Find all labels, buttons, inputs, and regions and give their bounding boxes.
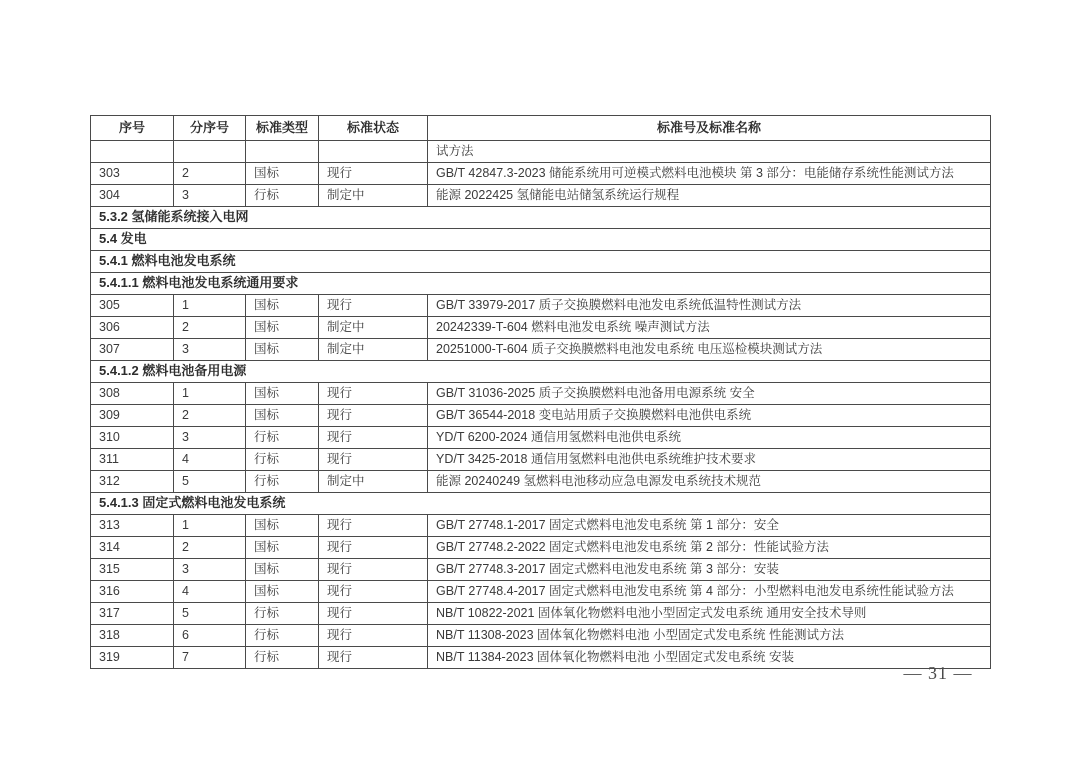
table-row	[91, 339, 991, 361]
section-row	[91, 361, 991, 383]
cell-type: 国标	[246, 515, 319, 537]
cell-no: 305	[91, 295, 174, 317]
table-row	[91, 449, 991, 471]
cell-no: 318	[91, 625, 174, 647]
table-row	[91, 647, 991, 669]
cell-type: 国标	[246, 405, 319, 427]
cell-name: YD/T 6200-2024 通信用氢燃料电池供电系统	[428, 427, 991, 449]
cell-sub_no: 5	[174, 471, 246, 493]
section-row	[91, 493, 991, 515]
cell-status: 现行	[319, 295, 428, 317]
cell-no: 316	[91, 581, 174, 603]
cell-no: 309	[91, 405, 174, 427]
cell-type: 行标	[246, 427, 319, 449]
cell-name: NB/T 11384-2023 固体氧化物燃料电池 小型固定式发电系统 安装	[428, 647, 991, 669]
table-row	[91, 163, 991, 185]
cell-type: 国标	[246, 163, 319, 185]
cell-no: 313	[91, 515, 174, 537]
cell-sub_no: 2	[174, 537, 246, 559]
standards-table	[90, 115, 991, 669]
cell-status: 制定中	[319, 471, 428, 493]
table-body	[91, 141, 991, 669]
cell-no: 311	[91, 449, 174, 471]
column-header-sub-serial: 分序号	[174, 116, 246, 141]
table-row	[91, 537, 991, 559]
table-row	[91, 625, 991, 647]
cell-no: 307	[91, 339, 174, 361]
cell-sub_no: 2	[174, 405, 246, 427]
cell-name: NB/T 11308-2023 固体氧化物燃料电池 小型固定式发电系统 性能测试方法	[428, 625, 991, 647]
cell-status: 现行	[319, 383, 428, 405]
section-row	[91, 207, 991, 229]
table-row	[91, 405, 991, 427]
cell-type: 行标	[246, 647, 319, 669]
section-title: 5.4.1 燃料电池发电系统	[91, 251, 991, 273]
page-number: — 31 —	[903, 663, 973, 683]
cell-type	[246, 141, 319, 163]
cell-name: 20251000-T-604 质子交换膜燃料电池发电系统 电压巡检模块测试方法	[428, 339, 991, 361]
cell-sub_no	[174, 141, 246, 163]
cell-sub_no: 3	[174, 185, 246, 207]
cell-type: 行标	[246, 603, 319, 625]
cell-no: 304	[91, 185, 174, 207]
cell-no: 308	[91, 383, 174, 405]
cell-type: 国标	[246, 317, 319, 339]
cell-status: 现行	[319, 559, 428, 581]
section-row	[91, 251, 991, 273]
cell-sub_no: 1	[174, 295, 246, 317]
cell-name: YD/T 3425-2018 通信用氢燃料电池供电系统维护技术要求	[428, 449, 991, 471]
cell-no: 317	[91, 603, 174, 625]
cell-sub_no: 1	[174, 515, 246, 537]
section-title: 5.4.1.3 固定式燃料电池发电系统	[91, 493, 991, 515]
cell-type: 国标	[246, 383, 319, 405]
cell-sub_no: 6	[174, 625, 246, 647]
table-row	[91, 559, 991, 581]
cell-no	[91, 141, 174, 163]
cell-name: GB/T 27748.4-2017 固定式燃料电池发电系统 第 4 部分：小型燃料电池发电系统性能试验方法	[428, 581, 991, 603]
section-title: 5.4.1.1 燃料电池发电系统通用要求	[91, 273, 991, 295]
table-row	[91, 141, 991, 163]
cell-name: GB/T 31036-2025 质子交换膜燃料电池备用电源系统 安全	[428, 383, 991, 405]
cell-status: 现行	[319, 581, 428, 603]
cell-status: 现行	[319, 647, 428, 669]
column-header-serial: 序号	[91, 116, 174, 141]
cell-type: 行标	[246, 471, 319, 493]
section-title: 5.3.2 氢储能系统接入电网	[91, 207, 991, 229]
cell-no: 312	[91, 471, 174, 493]
section-row	[91, 273, 991, 295]
table-row	[91, 185, 991, 207]
table-row	[91, 581, 991, 603]
column-header-standard-type: 标准类型	[246, 116, 319, 141]
cell-sub_no: 7	[174, 647, 246, 669]
table-header-row	[91, 116, 991, 141]
cell-type: 国标	[246, 581, 319, 603]
cell-name: GB/T 36544-2018 变电站用质子交换膜燃料电池供电系统	[428, 405, 991, 427]
cell-name: GB/T 27748.2-2022 固定式燃料电池发电系统 第 2 部分：性能试验方法	[428, 537, 991, 559]
section-title: 5.4.1.2 燃料电池备用电源	[91, 361, 991, 383]
cell-sub_no: 3	[174, 339, 246, 361]
cell-sub_no: 4	[174, 449, 246, 471]
table-row	[91, 515, 991, 537]
cell-type: 国标	[246, 295, 319, 317]
cell-sub_no: 2	[174, 163, 246, 185]
cell-status: 现行	[319, 449, 428, 471]
cell-name: 试方法	[428, 141, 991, 163]
cell-status: 制定中	[319, 185, 428, 207]
cell-type: 国标	[246, 339, 319, 361]
table-row	[91, 603, 991, 625]
table-row	[91, 471, 991, 493]
table-row	[91, 317, 991, 339]
cell-type: 行标	[246, 625, 319, 647]
cell-status: 现行	[319, 603, 428, 625]
cell-type: 国标	[246, 537, 319, 559]
cell-sub_no: 5	[174, 603, 246, 625]
cell-sub_no: 1	[174, 383, 246, 405]
cell-type: 行标	[246, 185, 319, 207]
table-row	[91, 383, 991, 405]
cell-status: 现行	[319, 515, 428, 537]
cell-name: 20242339-T-604 燃料电池发电系统 噪声测试方法	[428, 317, 991, 339]
cell-status: 制定中	[319, 339, 428, 361]
cell-status	[319, 141, 428, 163]
cell-sub_no: 3	[174, 559, 246, 581]
cell-no: 314	[91, 537, 174, 559]
cell-name: GB/T 27748.3-2017 固定式燃料电池发电系统 第 3 部分：安装	[428, 559, 991, 581]
cell-name: 能源 2022425 氢储能电站储氢系统运行规程	[428, 185, 991, 207]
cell-status: 现行	[319, 625, 428, 647]
cell-status: 现行	[319, 537, 428, 559]
cell-name: GB/T 33979-2017 质子交换膜燃料电池发电系统低温特性测试方法	[428, 295, 991, 317]
cell-no: 310	[91, 427, 174, 449]
cell-status: 现行	[319, 427, 428, 449]
cell-type: 国标	[246, 559, 319, 581]
cell-no: 303	[91, 163, 174, 185]
cell-status: 现行	[319, 405, 428, 427]
column-header-standard-number-name: 标准号及标准名称	[428, 116, 991, 141]
cell-sub_no: 4	[174, 581, 246, 603]
cell-no: 319	[91, 647, 174, 669]
table-row	[91, 427, 991, 449]
cell-sub_no: 3	[174, 427, 246, 449]
cell-no: 306	[91, 317, 174, 339]
section-row	[91, 229, 991, 251]
cell-no: 315	[91, 559, 174, 581]
cell-name: GB/T 27748.1-2017 固定式燃料电池发电系统 第 1 部分：安全	[428, 515, 991, 537]
cell-status: 现行	[319, 163, 428, 185]
cell-name: 能源 20240249 氢燃料电池移动应急电源发电系统技术规范	[428, 471, 991, 493]
section-title: 5.4 发电	[91, 229, 991, 251]
cell-sub_no: 2	[174, 317, 246, 339]
cell-type: 行标	[246, 449, 319, 471]
column-header-standard-status: 标准状态	[319, 116, 428, 141]
table-row	[91, 295, 991, 317]
cell-name: NB/T 10822-2021 固体氧化物燃料电池小型固定式发电系统 通用安全技术导则	[428, 603, 991, 625]
cell-name: GB/T 42847.3-2023 储能系统用可逆模式燃料电池模块 第 3 部分：电能储存系统性能测试方法	[428, 163, 991, 185]
cell-status: 制定中	[319, 317, 428, 339]
